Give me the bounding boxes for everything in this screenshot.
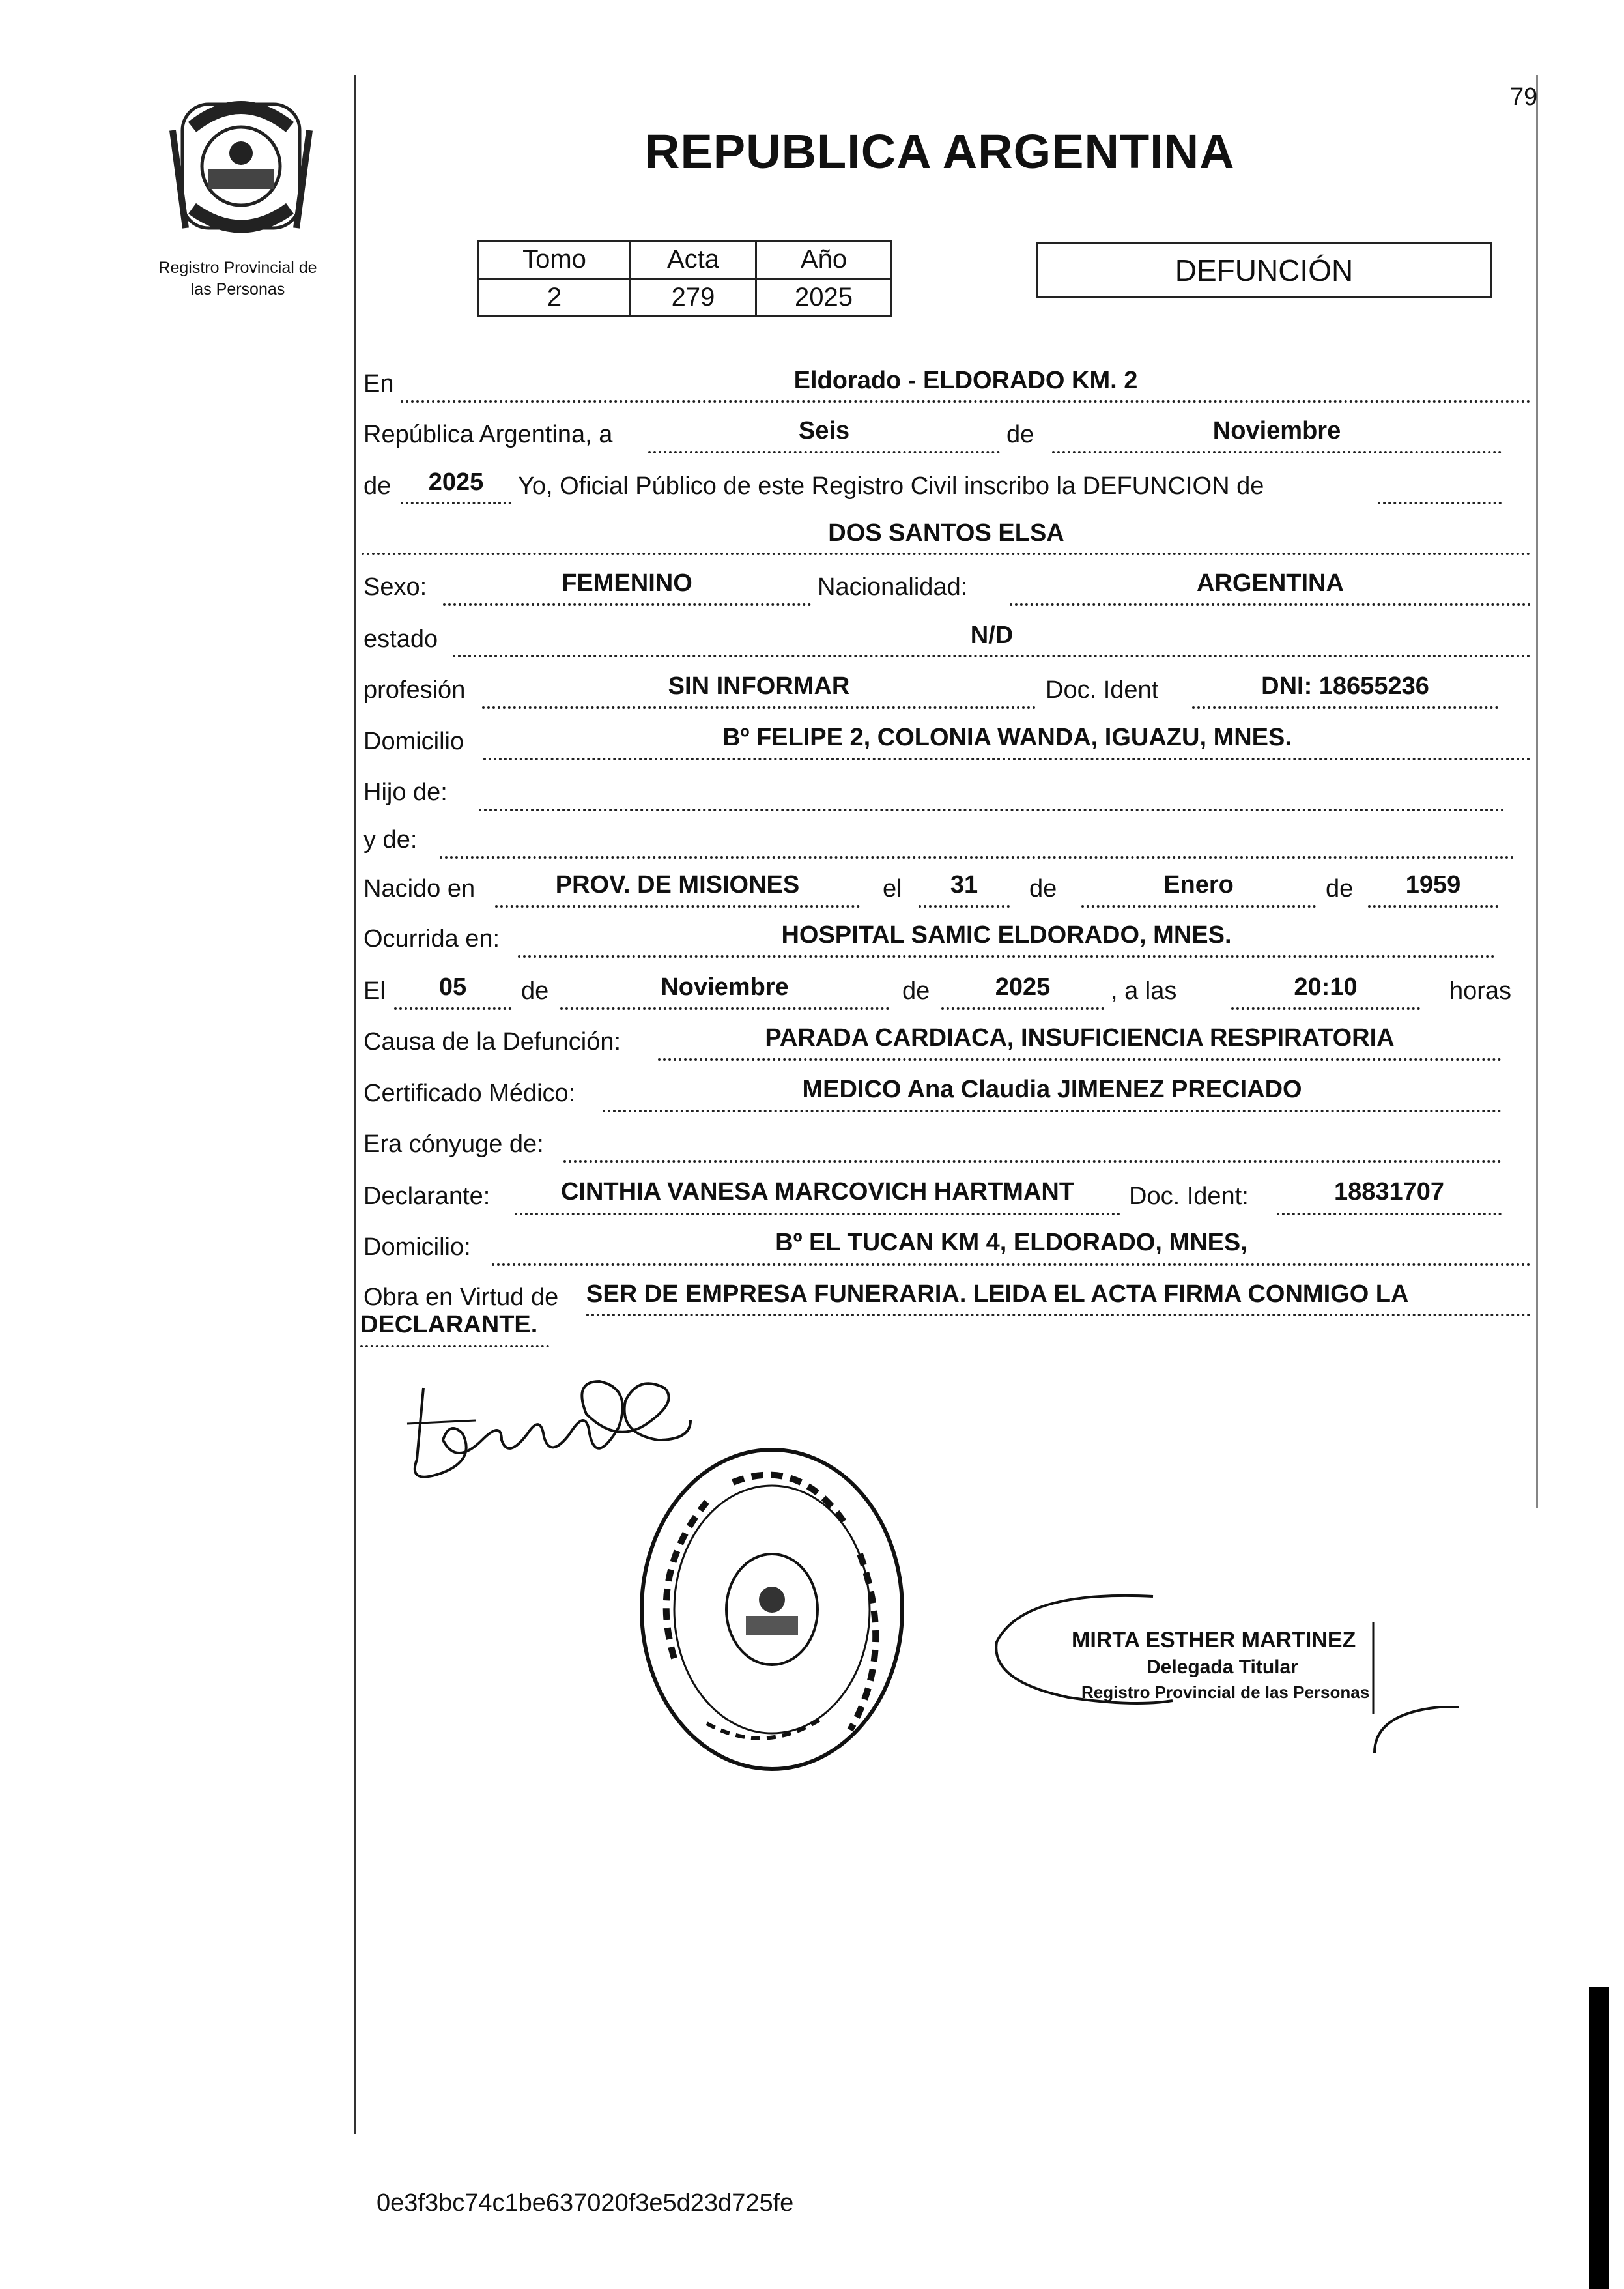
value-nacionalidad: ARGENTINA [1197, 569, 1344, 597]
dotted-line [1368, 905, 1498, 908]
dotted-line [482, 706, 1036, 709]
label-declarante: Declarante: [363, 1183, 491, 1210]
value-declarante-doc: 18831707 [1333, 1178, 1445, 1205]
value-obra-line2: DECLARANTE. [360, 1311, 538, 1338]
label-certificado: Certificado Médico: [363, 1080, 576, 1107]
value-fall-dia: 05 [438, 973, 467, 1001]
label-doc-ident-declarante: Doc. Ident: [1129, 1183, 1249, 1210]
value-fall-hora: 20:10 [1294, 973, 1358, 1001]
acta-value-row [479, 279, 892, 317]
dotted-line [1010, 603, 1531, 606]
value-ocurrida-en: HOSPITAL SAMIC ELDORADO, MNES. [781, 921, 1232, 949]
dotted-line [440, 856, 1515, 859]
dotted-line [362, 553, 1531, 555]
value-lugar: Eldorado - ELDORADO KM. 2 [793, 367, 1138, 394]
value-declarante-domicilio: Bº EL TUCAN KM 4, ELDORADO, MNES, [775, 1229, 1247, 1256]
value-nac-dia: 31 [950, 871, 978, 899]
header-acta: Acta [631, 241, 756, 279]
label-de: de [1006, 421, 1034, 448]
label-hijo-de: Hijo de: [363, 779, 448, 806]
value-dia-inscripcion: Seis [798, 417, 850, 444]
dotted-line [518, 955, 1495, 958]
label-nacido-en: Nacido en [363, 875, 476, 902]
dotted-line [1192, 706, 1498, 709]
label-profesion: profesión [363, 676, 466, 704]
value-acta: 279 [631, 279, 756, 317]
label-sexo: Sexo: [363, 573, 427, 601]
dotted-line [560, 1007, 889, 1010]
acta-header-row [479, 241, 892, 279]
label-domicilio: Domicilio [363, 728, 464, 755]
registry-seal [635, 1443, 909, 1776]
left-margin-rule [354, 75, 356, 2134]
acta-table [477, 240, 892, 317]
label-nacionalidad: Nacionalidad: [818, 573, 968, 601]
right-edge-bar [1589, 1987, 1609, 2289]
crest-emblem-icon [166, 91, 316, 244]
label-el-cap: El [363, 977, 386, 1005]
dotted-line [941, 1007, 1104, 1010]
document-type-box: DEFUNCIÓN [1036, 242, 1492, 298]
value-profesion: SIN INFORMAR [668, 672, 850, 700]
dotted-line [648, 451, 1000, 453]
value-fall-anio: 2025 [995, 973, 1051, 1001]
dotted-line [401, 400, 1531, 403]
dotted-line [586, 1314, 1531, 1316]
value-estado: N/D [970, 622, 1014, 649]
dotted-line [563, 1160, 1502, 1163]
label-de: de [902, 977, 930, 1005]
value-anio-inscripcion: 2025 [428, 468, 484, 496]
value-sexo: FEMENINO [562, 569, 692, 597]
dotted-line [492, 1263, 1531, 1266]
label-doc-ident: Doc. Ident [1046, 676, 1159, 704]
value-nac-anio: 1959 [1405, 871, 1461, 899]
dotted-line [1231, 1007, 1420, 1010]
label-obra: Obra en Virtud de [363, 1284, 559, 1311]
official-name: MIRTA ESTHER MARTINEZ [1072, 1628, 1356, 1652]
label-de: de [1029, 875, 1057, 902]
official-signature [984, 1583, 1466, 1766]
dotted-line [603, 1110, 1502, 1112]
page-number: 79 [1510, 83, 1538, 111]
dotted-line [1052, 451, 1502, 453]
value-nombre: DOS SANTOS ELSA [828, 519, 1064, 547]
dotted-line [919, 905, 1010, 908]
value-obra-line1: SER DE EMPRESA FUNERARIA. LEIDA EL ACTA FIRMA CONMIGO LA [586, 1280, 1409, 1308]
seal-stamp-icon [635, 1443, 909, 1776]
dotted-line [443, 603, 811, 606]
label-de: de [1326, 875, 1354, 902]
dotted-line [658, 1058, 1502, 1061]
document-title: REPUBLICA ARGENTINA [645, 124, 1235, 179]
dotted-line [483, 758, 1531, 760]
value-anio: 2025 [756, 279, 892, 317]
header-tomo: Tomo [479, 241, 631, 279]
dotted-line [1081, 905, 1316, 908]
official-role: Delegada Titular [1147, 1656, 1298, 1678]
right-margin-rule [1536, 75, 1538, 1508]
dotted-line [479, 809, 1505, 811]
value-nacido-en: PROV. DE MISIONES [555, 871, 800, 899]
label-en: En [363, 370, 394, 397]
registry-name: Registro Provincial de las Personas [158, 259, 317, 298]
dotted-line [453, 655, 1531, 657]
label-domicilio-declarante: Domicilio: [363, 1233, 471, 1261]
value-fall-mes: Noviembre [661, 973, 789, 1001]
label-de: de [363, 472, 392, 500]
value-nac-mes: Enero [1163, 871, 1234, 899]
label-a-las: , a las [1111, 977, 1177, 1005]
province-crest [166, 91, 316, 244]
header-anio: Año [756, 241, 892, 279]
dotted-line [1378, 502, 1502, 504]
label-de: de [521, 977, 549, 1005]
dotted-line [515, 1213, 1120, 1215]
value-domicilio: Bº FELIPE 2, COLONIA WANDA, IGUAZU, MNES. [722, 724, 1292, 751]
dotted-line [1277, 1213, 1502, 1215]
label-republica: República Argentina, a [363, 421, 613, 448]
label-estado: estado [363, 626, 438, 653]
value-certificado: MEDICO Ana Claudia JIMENEZ PRECIADO [802, 1076, 1302, 1103]
dotted-line [394, 1007, 511, 1010]
value-mes-inscripcion: Noviembre [1212, 417, 1341, 444]
dotted-line [360, 1345, 549, 1347]
label-yo-oficial: Yo, Oficial Público de este Registro Civil inscribo la DEFUNCION de [518, 472, 1264, 500]
label-ocurrida-en: Ocurrida en: [363, 925, 500, 953]
label-conyuge: Era cónyuge de: [363, 1130, 544, 1158]
official-office: Registro Provincial de las Personas [1081, 1682, 1370, 1702]
value-declarante: CINTHIA VANESA MARCOVICH HARTMANT [560, 1178, 1075, 1205]
value-tomo: 2 [479, 279, 631, 317]
value-documento: DNI: 18655236 [1261, 672, 1429, 700]
document-hash: 0e3f3bc74c1be637020f3e5d23d725fe [377, 2189, 794, 2217]
label-horas: horas [1449, 977, 1512, 1005]
label-el: el [883, 875, 902, 902]
dotted-line [401, 502, 511, 504]
label-causa: Causa de la Defunción: [363, 1028, 621, 1056]
label-y-de: y de: [363, 826, 418, 854]
dotted-line [495, 905, 860, 908]
value-causa: PARADA CARDIACA, INSUFICIENCIA RESPIRATORIA [765, 1024, 1395, 1052]
